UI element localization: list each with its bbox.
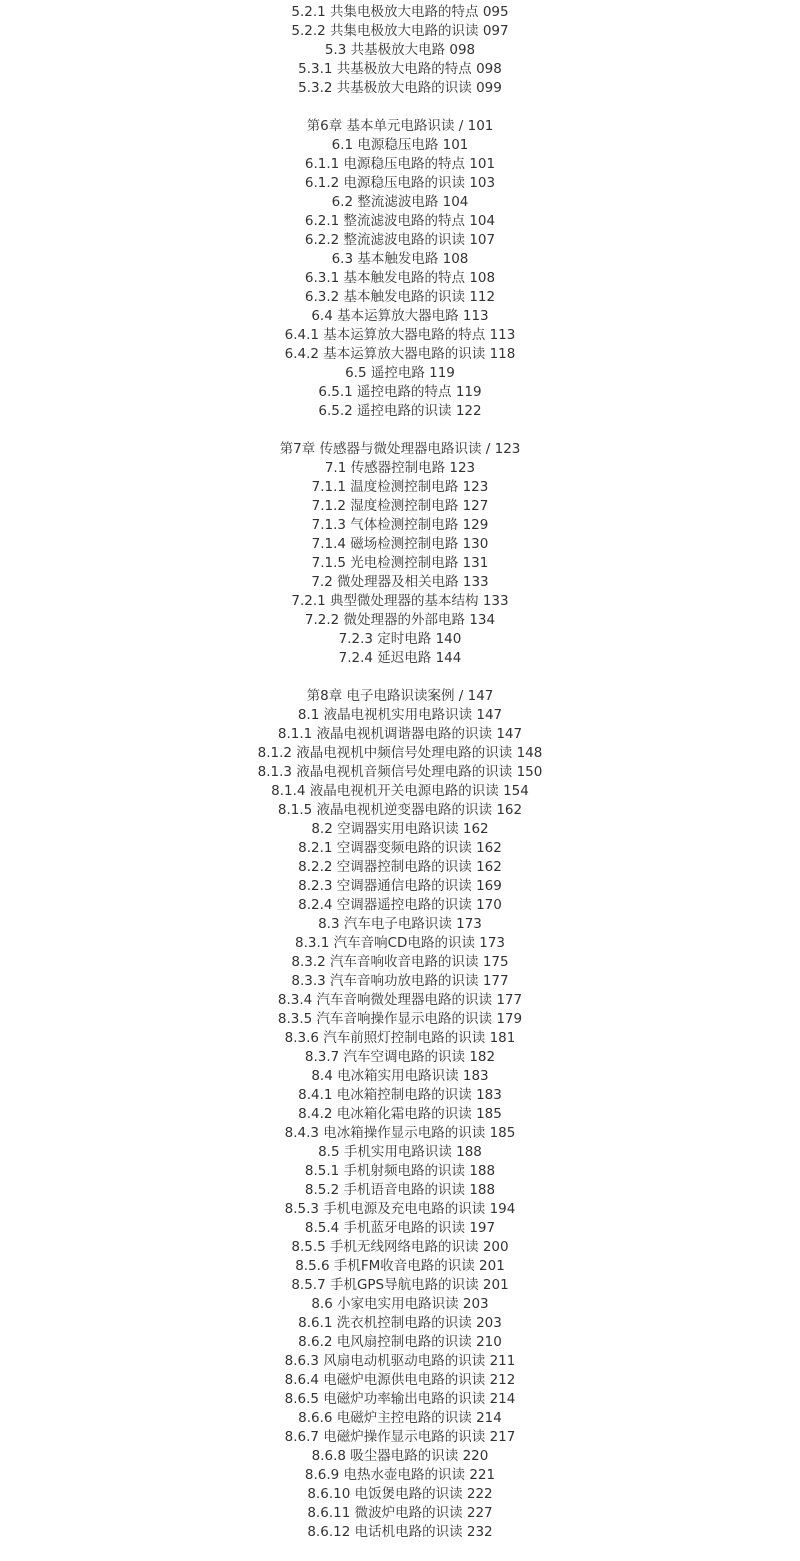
toc-entry: 8.1.4 液晶电视机开关电源电路的识读 154 <box>271 783 529 799</box>
chapter-heading: 第8章 电子电路识读案例 / 147 <box>306 688 494 704</box>
toc-entry: 8.6.10 电饭煲电路的识读 222 <box>307 1486 493 1502</box>
toc-entry: 6.1.2 电源稳压电路的识读 103 <box>304 175 496 191</box>
toc-entry: 8.5.4 手机蓝牙电路的识读 197 <box>304 1220 496 1236</box>
toc-entry: 6.5.2 遥控电路的识读 122 <box>318 403 482 419</box>
toc-entry: 6.5.1 遥控电路的特点 119 <box>318 384 482 400</box>
toc-entry: 8.1.5 液晶电视机逆变器电路的识读 162 <box>277 802 523 818</box>
toc-entry: 8.5.3 手机电源及充电电路的识读 194 <box>284 1201 516 1217</box>
chapter-spacer <box>0 668 800 687</box>
toc-entry: 8.5.2 手机语音电路的识读 188 <box>304 1182 496 1198</box>
toc-entry: 6.5 遥控电路 119 <box>345 365 455 381</box>
toc-entry: 8.5.1 手机射频电路的识读 188 <box>304 1163 496 1179</box>
toc-entry: 5.3.1 共基极放大电路的特点 098 <box>298 61 502 77</box>
toc-entry: 8.5.5 手机无线网络电路的识读 200 <box>291 1239 509 1255</box>
toc-entry: 8.3.4 汽车音响微处理器电路的识读 177 <box>277 992 523 1008</box>
toc-entry: 8.3 汽车电子电路识读 173 <box>318 916 482 932</box>
toc-entry: 6.2.2 整流滤波电路的识读 107 <box>304 232 496 248</box>
toc-entry: 8.6.4 电磁炉电源供电电路的识读 212 <box>284 1372 516 1388</box>
toc-entry: 8.1.1 液晶电视机调谐器电路的识读 147 <box>277 726 523 742</box>
toc-entry: 6.1 电源稳压电路 101 <box>331 137 469 153</box>
toc-entry: 6.3.2 基本触发电路的识读 112 <box>304 289 496 305</box>
toc-entry: 7.1 传感器控制电路 123 <box>324 460 476 476</box>
toc-entry: 8.6.1 洗衣机控制电路的识读 203 <box>298 1315 502 1331</box>
chapter-8-section <box>0 687 800 1561</box>
toc-entry: 8.3.7 汽车空调电路的识读 182 <box>304 1049 496 1065</box>
toc-entry: 7.2.1 典型微处理器的基本结构 133 <box>291 593 509 609</box>
chapter-spacer <box>0 421 800 440</box>
toc-entry: 8.6.8 吸尘器电路的识读 220 <box>311 1448 489 1464</box>
toc-entry: 8.5.6 手机FM收音电路的识读 201 <box>295 1258 505 1274</box>
toc-entry: 6.4.1 基本运算放大器电路的特点 113 <box>284 327 516 343</box>
toc-entry: 8.3.6 汽车前照灯控制电路的识读 181 <box>284 1030 516 1046</box>
toc-entry: 5.3.2 共基极放大电路的识读 099 <box>298 80 502 96</box>
toc-entry: 7.1.4 磁场检测控制电路 130 <box>311 536 489 552</box>
chapter-5-section <box>0 3 800 98</box>
toc-entry: 8.2 空调器实用电路识读 162 <box>311 821 489 837</box>
chapter-7-section <box>0 440 800 668</box>
chapter-6-section <box>0 117 800 421</box>
toc-entry: 7.1.5 光电检测控制电路 131 <box>311 555 489 571</box>
chapter-spacer <box>0 98 800 117</box>
toc-entry: 8.2.4 空调器遥控电路的识读 170 <box>298 897 502 913</box>
toc-entry: 6.2 整流滤波电路 104 <box>331 194 469 210</box>
toc-entry: 8.6.7 电磁炉操作显示电路的识读 217 <box>284 1429 516 1445</box>
toc-entry: 7.1.1 温度检测控制电路 123 <box>311 479 489 495</box>
toc-entry: 8.1.3 液晶电视机音频信号处理电路的识读 150 <box>257 764 543 780</box>
toc-entry: 8.3.5 汽车音响操作显示电路的识读 179 <box>277 1011 523 1027</box>
toc-entry: 5.2.2 共集电极放大电路的识读 097 <box>291 23 509 39</box>
toc-entry: 8.3.2 汽车音响收音电路的识读 175 <box>291 954 509 970</box>
toc-entry: 8.6.3 风扇电动机驱动电路的识读 211 <box>284 1353 516 1369</box>
toc-entry: 8.6.11 微波炉电路的识读 227 <box>307 1505 493 1521</box>
toc-entry: 8.5 手机实用电路识读 188 <box>318 1144 482 1160</box>
toc-entry: 8.2.2 空调器控制电路的识读 162 <box>298 859 502 875</box>
toc-entry: 8.3.3 汽车音响功放电路的识读 177 <box>291 973 509 989</box>
toc-entry: 8.6.6 电磁炉主控电路的识读 214 <box>298 1410 502 1426</box>
chapter-heading: 第7章 传感器与微处理器电路识读 / 123 <box>279 441 521 457</box>
toc-entry: 8.4.1 电冰箱控制电路的识读 183 <box>298 1087 502 1103</box>
toc-entry: 6.2.1 整流滤波电路的特点 104 <box>304 213 496 229</box>
toc-entry: 6.4.2 基本运算放大器电路的识读 118 <box>284 346 516 362</box>
toc-entry: 7.1.3 气体检测控制电路 129 <box>311 517 489 533</box>
toc-entry: 8.3.1 汽车音响CD电路的识读 173 <box>294 935 506 951</box>
toc-entry: 6.1.1 电源稳压电路的特点 101 <box>304 156 496 172</box>
table-of-contents <box>0 3 800 1561</box>
toc-entry <box>0 1542 800 1561</box>
toc-entry: 5.2.1 共集电极放大电路的特点 095 <box>291 4 509 20</box>
toc-entry: 7.2 微处理器及相关电路 133 <box>311 574 489 590</box>
toc-entry: 7.1.2 湿度检测控制电路 127 <box>311 498 489 514</box>
toc-entry: 7.2.4 延迟电路 144 <box>338 650 462 666</box>
toc-entry: 6.3.1 基本触发电路的特点 108 <box>304 270 496 286</box>
toc-entry: 8.2.1 空调器变频电路的识读 162 <box>298 840 502 856</box>
toc-entry: 8.6.12 电话机电路的识读 232 <box>307 1524 493 1540</box>
toc-entry: 7.2.2 微处理器的外部电路 134 <box>304 612 496 628</box>
toc-entry: 8.6.2 电风扇控制电路的识读 210 <box>298 1334 502 1350</box>
chapter-heading: 第6章 基本单元电路识读 / 101 <box>306 118 494 134</box>
toc-entry: 8.6.5 电磁炉功率输出电路的识读 214 <box>284 1391 516 1407</box>
toc-entry: 8.4.2 电冰箱化霜电路的识读 185 <box>298 1106 502 1122</box>
toc-entry: 8.1 液晶电视机实用电路识读 147 <box>297 707 503 723</box>
toc-entry: 6.3 基本触发电路 108 <box>331 251 469 267</box>
toc-entry: 8.5.7 手机GPS导航电路的识读 201 <box>291 1277 509 1293</box>
toc-entry: 8.1.2 液晶电视机中频信号处理电路的识读 148 <box>257 745 543 761</box>
toc-entry: 8.6.9 电热水壶电路的识读 221 <box>304 1467 496 1483</box>
toc-entry: 5.3 共基极放大电路 098 <box>324 42 476 58</box>
toc-entry: 6.4 基本运算放大器电路 113 <box>311 308 489 324</box>
toc-entry: 7.2.3 定时电路 140 <box>338 631 462 647</box>
toc-entry: 8.6 小家电实用电路识读 203 <box>311 1296 489 1312</box>
toc-entry: 8.4 电冰箱实用电路识读 183 <box>311 1068 489 1084</box>
toc-entry: 8.2.3 空调器通信电路的识读 169 <box>298 878 502 894</box>
toc-entry: 8.4.3 电冰箱操作显示电路的识读 185 <box>284 1125 516 1141</box>
